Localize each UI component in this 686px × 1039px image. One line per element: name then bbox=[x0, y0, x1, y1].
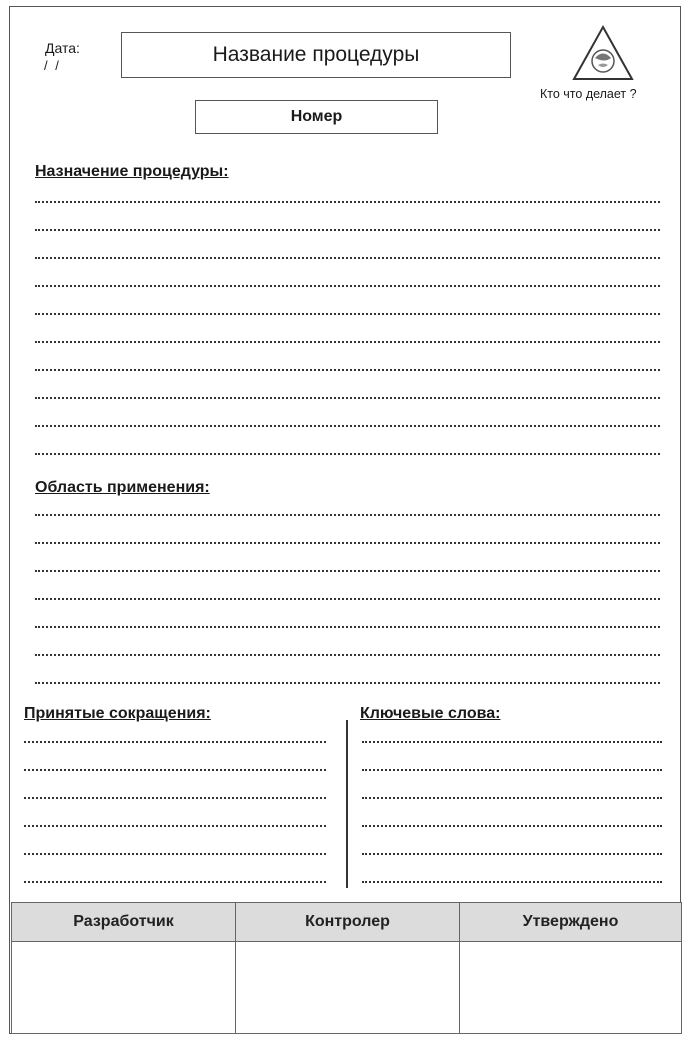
purpose-line bbox=[35, 397, 660, 399]
keyword-line bbox=[362, 769, 662, 771]
date-label: Дата: bbox=[45, 40, 80, 56]
abbreviation-line bbox=[24, 853, 326, 855]
scope-line bbox=[35, 626, 660, 628]
controller-signature-cell bbox=[236, 942, 460, 1034]
purpose-line bbox=[35, 453, 660, 455]
purpose-line bbox=[35, 229, 660, 231]
abbreviation-line bbox=[24, 881, 326, 883]
scope-line bbox=[35, 654, 660, 656]
scope-line bbox=[35, 682, 660, 684]
purpose-line bbox=[35, 285, 660, 287]
abbreviation-line bbox=[24, 797, 326, 799]
logo-caption: Кто что делает ? bbox=[540, 87, 637, 101]
approved-signature-cell bbox=[460, 942, 682, 1034]
procedure-title-box bbox=[121, 32, 511, 78]
keywords-section-title: Ключевые слова: bbox=[360, 705, 501, 722]
procedure-title: Название процедуры bbox=[212, 43, 420, 66]
keyword-line bbox=[362, 797, 662, 799]
developer-signature-cell bbox=[12, 942, 236, 1034]
scope-line bbox=[35, 598, 660, 600]
purpose-line bbox=[35, 369, 660, 371]
document-page bbox=[9, 6, 681, 1034]
scope-line bbox=[35, 570, 660, 572]
date-field: / / bbox=[44, 58, 61, 73]
triangle-logo-icon bbox=[571, 24, 635, 82]
approval-table bbox=[11, 902, 682, 1034]
procedure-number-box bbox=[195, 100, 438, 134]
keyword-line bbox=[362, 853, 662, 855]
keyword-line bbox=[362, 881, 662, 883]
approved-column-header: Утверждено bbox=[460, 903, 682, 942]
keyword-line bbox=[362, 741, 662, 743]
purpose-line bbox=[35, 201, 660, 203]
controller-column-header: Контролер bbox=[236, 903, 460, 942]
scope-section-title: Область применения: bbox=[35, 479, 210, 496]
abbreviation-line bbox=[24, 769, 326, 771]
keyword-line bbox=[362, 825, 662, 827]
developer-column-header: Разработчик bbox=[12, 903, 236, 942]
scope-line bbox=[35, 514, 660, 516]
purpose-line bbox=[35, 313, 660, 315]
purpose-line bbox=[35, 341, 660, 343]
abbreviation-line bbox=[24, 825, 326, 827]
column-divider bbox=[346, 720, 348, 888]
abbreviations-section-title: Принятые сокращения: bbox=[24, 705, 211, 722]
abbreviation-line bbox=[24, 741, 326, 743]
scope-line bbox=[35, 542, 660, 544]
purpose-line bbox=[35, 425, 660, 427]
purpose-line bbox=[35, 257, 660, 259]
number-label: Номер bbox=[290, 108, 343, 125]
purpose-section-title: Назначение процедуры: bbox=[35, 163, 229, 180]
